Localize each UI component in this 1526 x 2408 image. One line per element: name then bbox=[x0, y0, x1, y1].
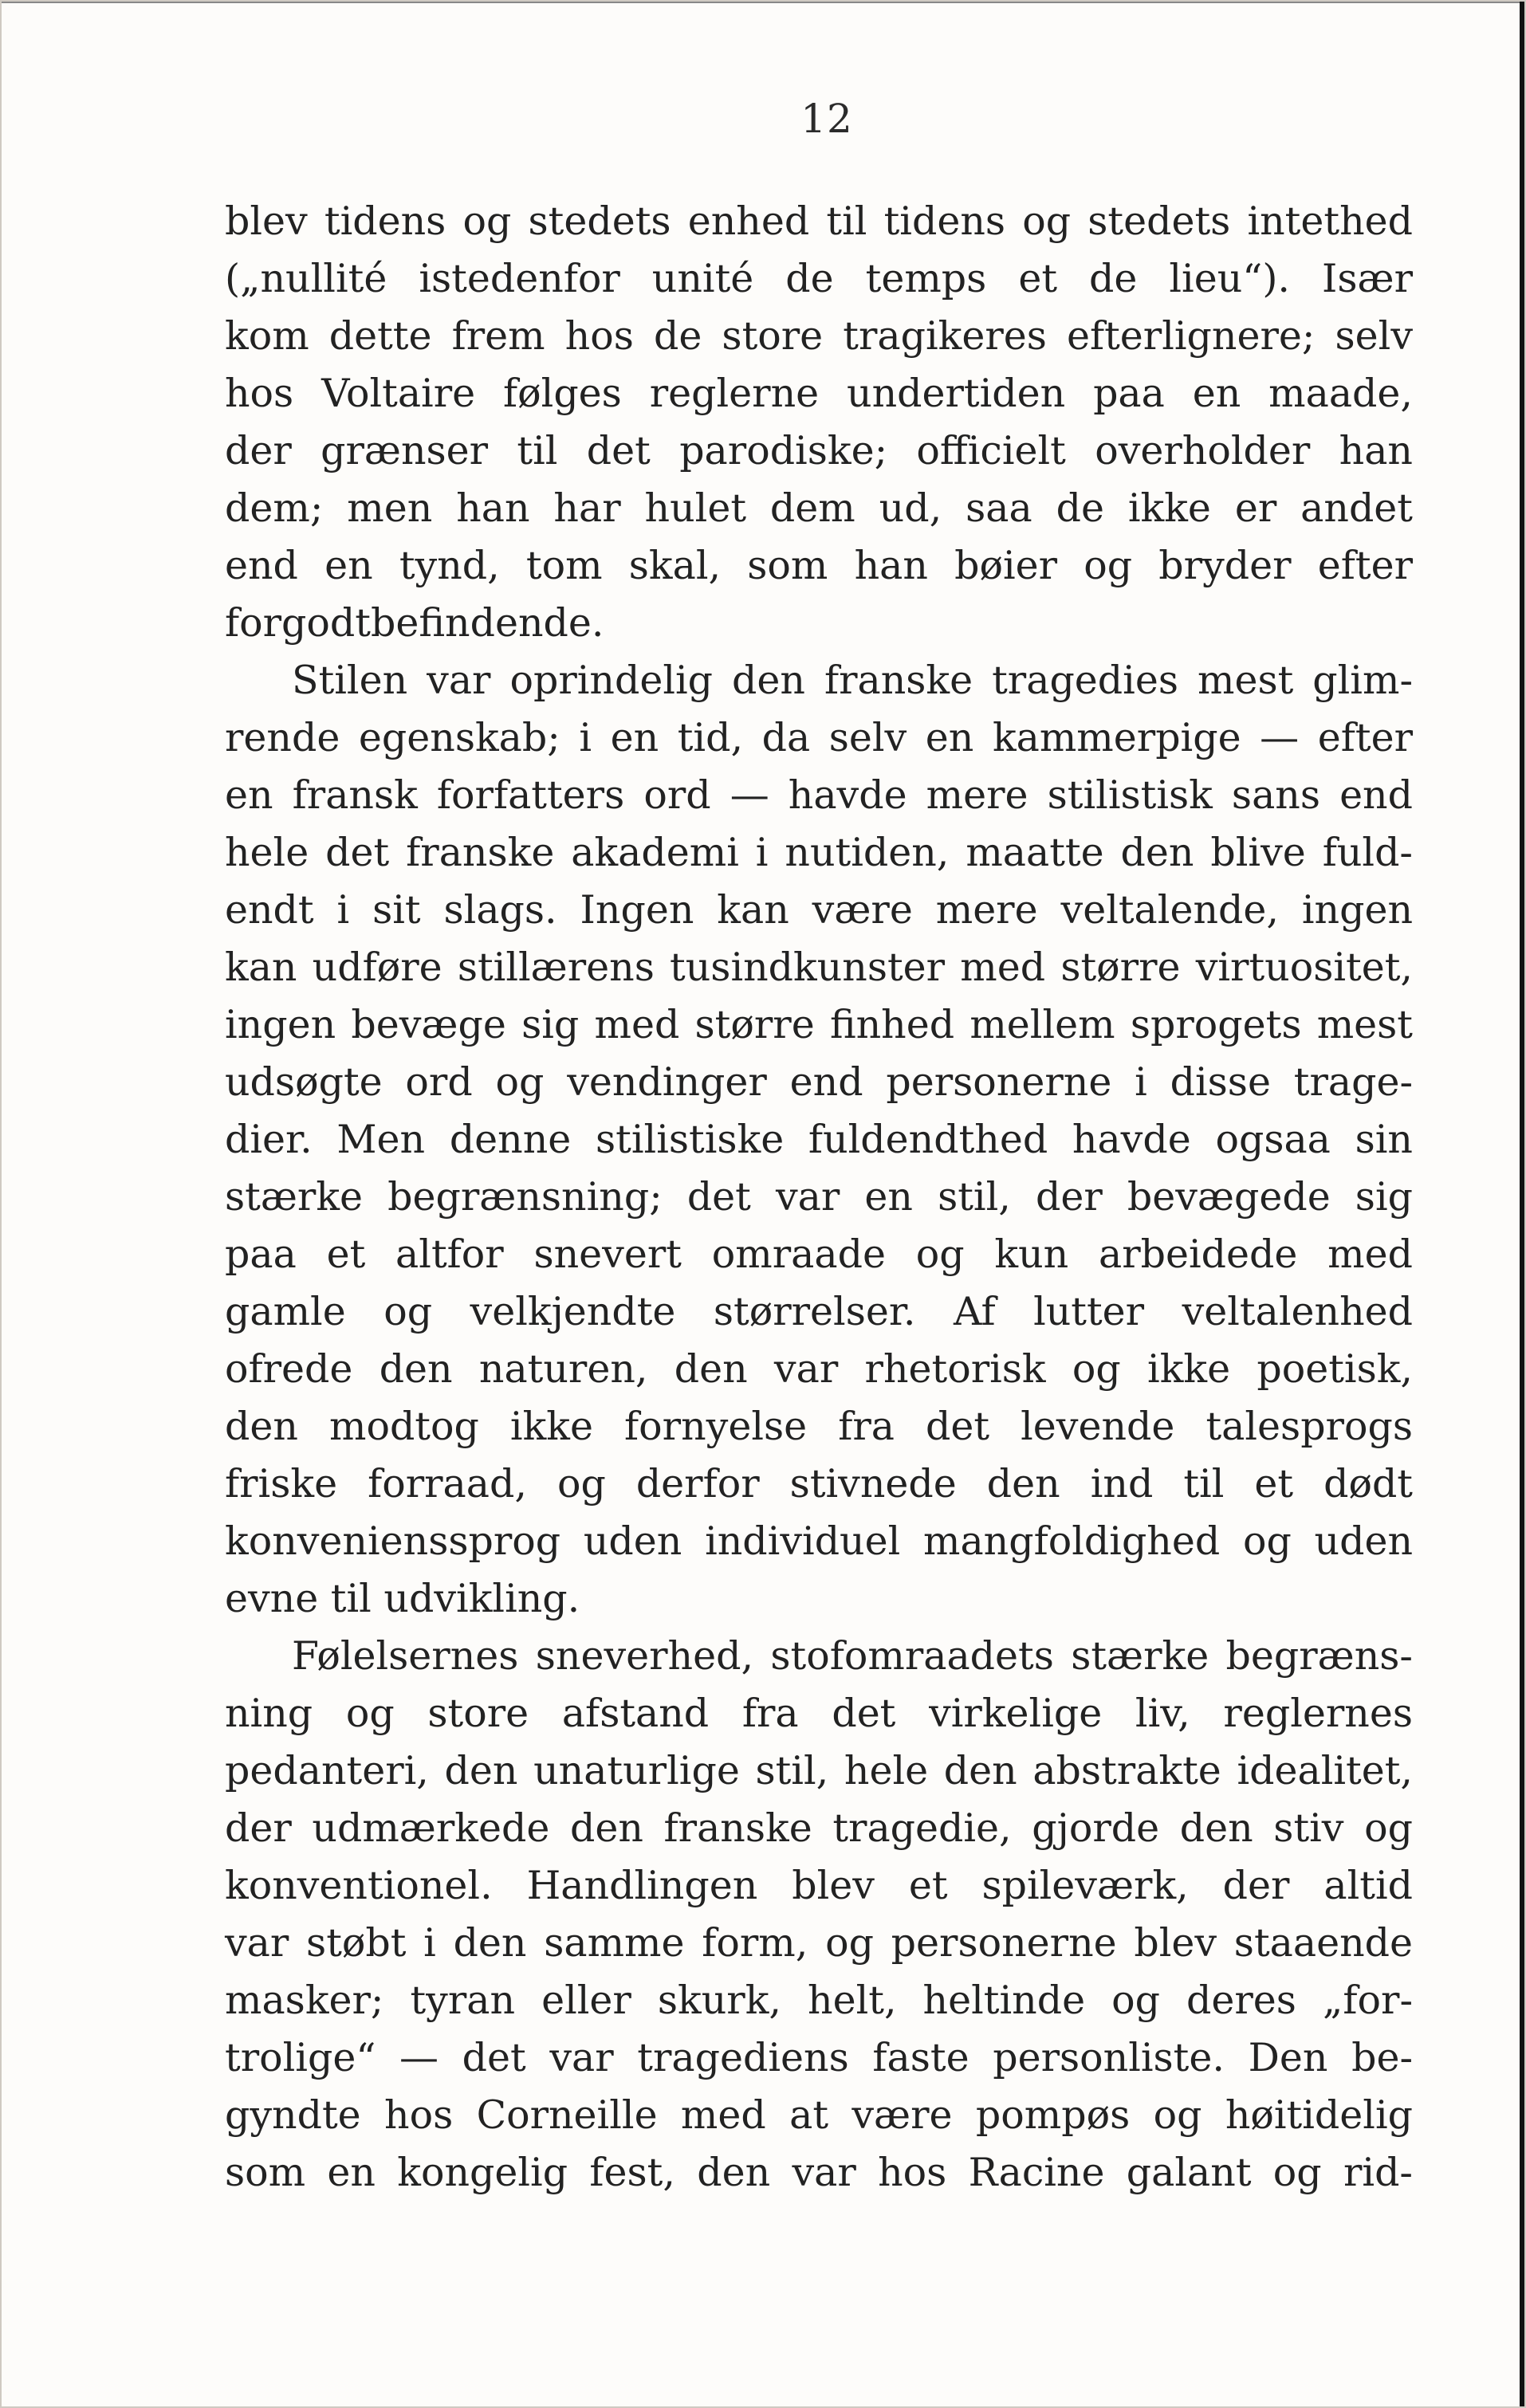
text-line: kan udføre stillærens tusindkunster med større virtuositet, bbox=[225, 945, 1413, 990]
text-line: evne til udvikling. bbox=[225, 1576, 580, 1621]
text-line: stærke begrænsning; det var en stil, der bevægede sig bbox=[225, 1174, 1413, 1220]
text-line: ofrede den naturen, den var rhetorisk og ikke poetisk, bbox=[225, 1346, 1413, 1392]
body-text bbox=[225, 193, 1413, 2202]
text-line: Stilen var oprindelig den franske tragedies mest glim- bbox=[292, 658, 1413, 703]
text-line: endt i sit slags. Ingen kan være mere veltalende, ingen bbox=[225, 887, 1413, 933]
text-line: udsøgte ord og vendinger end personerne i disse trage- bbox=[225, 1059, 1413, 1105]
text-line: der grænser til det parodiske; officielt overholder han bbox=[225, 428, 1413, 473]
text-line: der udmærkede den franske tragedie, gjorde den stiv og bbox=[225, 1805, 1413, 1851]
text-line: rende egenskab; i en tid, da selv en kammerpige — efter bbox=[225, 715, 1413, 760]
text-line: ning og store afstand fra det virkelige liv, reglernes bbox=[225, 1691, 1413, 1736]
text-line: Følelsernes sneverhed, stofomraadets stærke begræns- bbox=[292, 1633, 1413, 1679]
page-top-edge bbox=[2, 2, 1526, 3]
text-line: gamle og velkjendte størrelser. Af lutter veltalenhed bbox=[225, 1289, 1413, 1334]
text-line: dier. Men denne stilistiske fuldendthed havde ogsaa sin bbox=[225, 1117, 1413, 1162]
text-line: trolige“ — det var tragediens faste personliste. Den be- bbox=[225, 2035, 1413, 2080]
text-line: kom dette frem hos de store tragikeres efterlignere; selv bbox=[225, 313, 1413, 359]
text-line: blev tidens og stedets enhed til tidens og stedets intethed bbox=[225, 198, 1413, 244]
text-line: som en kongelig fest, den var hos Racine galant og rid- bbox=[225, 2150, 1413, 2195]
page-number: 12 bbox=[800, 96, 853, 142]
text-line: friske forraad, og derfor stivnede den ind til et dødt bbox=[225, 1461, 1413, 1506]
text-line: konventionel. Handlingen blev et spileværk, der altid bbox=[225, 1863, 1413, 1908]
text-line: den modtog ikke fornyelse fra det levende talesprogs bbox=[225, 1404, 1413, 1449]
text-line: pedanteri, den unaturlige stil, hele den abstrakte idealitet, bbox=[225, 1748, 1413, 1793]
text-line: dem; men han har hulet dem ud, saa de ikke er andet bbox=[225, 485, 1413, 531]
text-line: („nullité istedenfor unité de temps et de lieu“). Især bbox=[225, 256, 1413, 301]
text-line: konvenienssprog uden individuel mangfoldighed og uden bbox=[225, 1518, 1413, 1564]
text-line: var støbt i den samme form, og personerne blev staaende bbox=[225, 1920, 1413, 1966]
text-line: ingen bevæge sig med større finhed mellem sprogets mest bbox=[225, 1002, 1413, 1047]
text-line: end en tynd, tom skal, som han bøier og bryder efter bbox=[225, 543, 1413, 588]
page-right-edge bbox=[1520, 2, 1524, 2408]
text-line: hos Voltaire følges reglerne undertiden paa en maade, bbox=[225, 371, 1413, 416]
text-line: hele det franske akademi i nutiden, maatte den blive fuld- bbox=[225, 830, 1413, 875]
text-line: gyndte hos Corneille med at være pompøs og høitidelig bbox=[225, 2092, 1413, 2138]
text-line: forgodtbefindende. bbox=[225, 600, 604, 646]
text-line: en fransk forfatters ord — havde mere stilistisk sans end bbox=[225, 772, 1413, 818]
text-line: paa et altfor snevert omraade og kun arbeidede med bbox=[225, 1231, 1413, 1277]
text-line: masker; tyran eller skurk, helt, heltinde og deres „for- bbox=[225, 1978, 1413, 2023]
